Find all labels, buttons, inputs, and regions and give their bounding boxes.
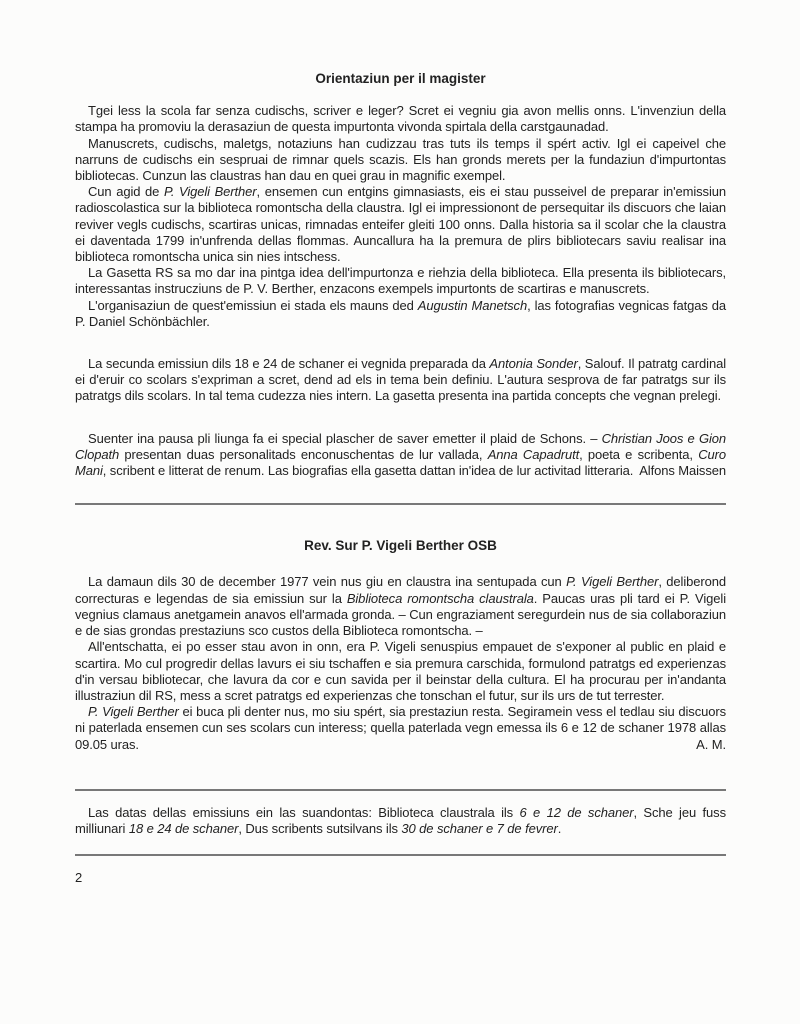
italic-text-run: Anna Capadrutt (487, 446, 580, 462)
paragraph (75, 184, 726, 265)
text-run: La damaun dils 30 de december 1977 vein nus giu en claustra ina sentupada cun (88, 574, 567, 590)
text-run: All'entschatta, ei po esser stau avon in onn, era P. Vigeli senuspius empauet de s'exponer al public en plaid e scartira. Mo cul progredir dellas lavurs ei siu tschaffen e sia premura carschida, formulond patratgs ed experienzas d'in versau bibliotecar, che lavura da cor e cun savida per il beinstar della cultura. El ha procurau per in'andanta illustraziun dil RS, mess a scret patratgs ed experienzas che tonschan el futur, sur ils urs de tut terrester. (75, 639, 726, 703)
paragraph (75, 356, 726, 405)
paragraph (75, 265, 726, 297)
text-run: ei buca pli denter nus, mo siu spért, sia prestaziun resta. Segiramein vess el tedlau siu discuors ni paterlada ensemen cun ses scolars cun interess; quella paterlada vegn emessa ils 6 e 12 de schaner 1978 allas 09.05 uras. (75, 704, 726, 752)
italic-text-run: P. Vigeli Berther (88, 704, 179, 720)
text-run: , poeta e scribenta, (579, 446, 699, 462)
text-run: La Gasetta RS sa mo dar ina pintga idea dell'impurtonza e riehzia della biblioteca. Ella presenta ils bibliotecars, interessantas instrucziuns de P. V. Berther, enzacons exempels impurtonts de scartiras e manuscrets. (75, 265, 726, 297)
paragraph (75, 431, 726, 480)
italic-text-run: Augustin Manetsch (417, 297, 528, 313)
italic-text-run: Christian Joos e Gion Clopath (75, 430, 726, 462)
italic-text-run: Antonia Sonder (489, 356, 578, 372)
paragraph (75, 805, 726, 837)
paragraph (75, 298, 726, 330)
horizontal-rule-1 (75, 503, 726, 505)
article-orientaziun-body (75, 103, 726, 479)
italic-text-run: P. Vigeli Berther (163, 184, 257, 200)
text-run: La secunda emissiun dils 18 e 24 de schaner ei vegnida preparada da (88, 356, 490, 372)
text-run: L'organisaziun de quest'emissiun ei stada els mauns ded (88, 297, 418, 313)
text-run: presentan duas personalitads enconuschentas de lur vallada, (119, 446, 488, 462)
text-run: Las datas dellas emissiuns ein las suandontas: Biblioteca claustrala ils (88, 804, 520, 820)
page-number: 2 (75, 870, 83, 886)
article-orientaziun-signature: Alfons Maissen (639, 463, 726, 479)
text-run: Suenter ina pausa pli liunga fa ei special plascher de saver emetter il plaid de Schons. – (88, 430, 602, 446)
horizontal-rule-2 (75, 789, 726, 791)
article-orientaziun-title: Orientaziun per il magister (315, 71, 486, 86)
paragraph (75, 639, 726, 704)
text-run: , las fotografias vegnicas fatgas da P. Daniel Schönbächler. (75, 297, 727, 329)
text-run: . Paucas uras pli tard ei P. Vigeli vegnius clamaus anetgamein anavos ell'armada gronda. – Cun engraziament seregurdein nus de sia collaboraziun e de sias grondas prestaziuns sco custos della Biblioteca romontscha. – (75, 590, 726, 639)
paragraph (75, 136, 726, 185)
broadcast-dates-note (75, 805, 726, 837)
italic-text-run: Biblioteca romontscha claustrala (346, 590, 534, 606)
text-run: Manuscrets, cudischs, maletgs, notaziuns han cudizzau tras tuts ils temps il spért activ. Igl ei capeivel che narruns de cudischs ein sespruai de rimnar quels scazis. Els han gronds merets per la fundaziun d'impurtontas bibliotecas. Cunzun las claustras han dau en quei grau in magnific exempel. (75, 135, 726, 184)
text-run: Cun agid de (88, 184, 164, 200)
italic-text-run: P. Vigeli Berther (566, 574, 659, 590)
horizontal-rule-3 (75, 854, 726, 856)
text-run: , ensemen cun entgins gimnasiasts, eis ei stau pusseivel de preparar in'emissiun radioscolastica sur la biblioteca romontscha della claustra. Igl ei impressionont de persequitar ils discuors che laian reviver vegls cudischs, scartiras unicas, rimnadas enteifer gleiti 100 onns. Dalla historia sa il scolar che la claustra ei daventada 1799 in'unfrenda dellas flommas. Auncallura ha la premura de plirs bibliotecars saviu realisar ina biblioteca romontscha unica sin nies intschess. (75, 184, 726, 265)
italic-text-run: Curo Mani (75, 446, 726, 479)
article-berther-signature: A. M. (696, 736, 726, 752)
article-berther-title: Rev. Sur P. Vigeli Berther OSB (304, 538, 497, 554)
article-berther (75, 538, 726, 752)
article-orientaziun (75, 71, 726, 479)
text-run: Tgei less la scola far senza cudischs, scriver e leger? Scret ei vegniu gia avon mellis onns. L'invenziun della stampa ha promoviu la derasaziun de questa impurtonta vivonda spirtala della carstgaunadad. (75, 103, 726, 135)
paragraph (75, 103, 726, 135)
italic-text-run: 18 e 24 de schaner (128, 820, 239, 836)
text-run: , Sche jeu fuss milliunari (75, 804, 726, 836)
text-run: , Salouf. Il patratg cardinal ei d'eruir co scolars s'expriman a scret, dend ad els in tema bein definiu. L'autura sesprova de far patratgs sur ils patratgs dils scolars. In tal tema cudezza nies intern. La gasetta presenta ina partida concepts che vegnan prelegi. (75, 356, 726, 404)
text-run: , deliberond correcturas e legendas de sia emissiun sur la (75, 574, 726, 606)
italic-text-run: 6 e 12 de schaner (519, 804, 634, 820)
text-run: , scribent e litterat de renum. Las biografias ella gasetta dattan in'idea de lur activitad litteraria. (102, 463, 634, 479)
article-berther-body (75, 574, 726, 752)
italic-text-run: 30 de schaner e 7 de fevrer (401, 820, 558, 836)
text-run: . (557, 820, 562, 836)
paragraph (75, 574, 726, 639)
text-run: , Dus scribents sutsilvans ils (238, 820, 402, 836)
